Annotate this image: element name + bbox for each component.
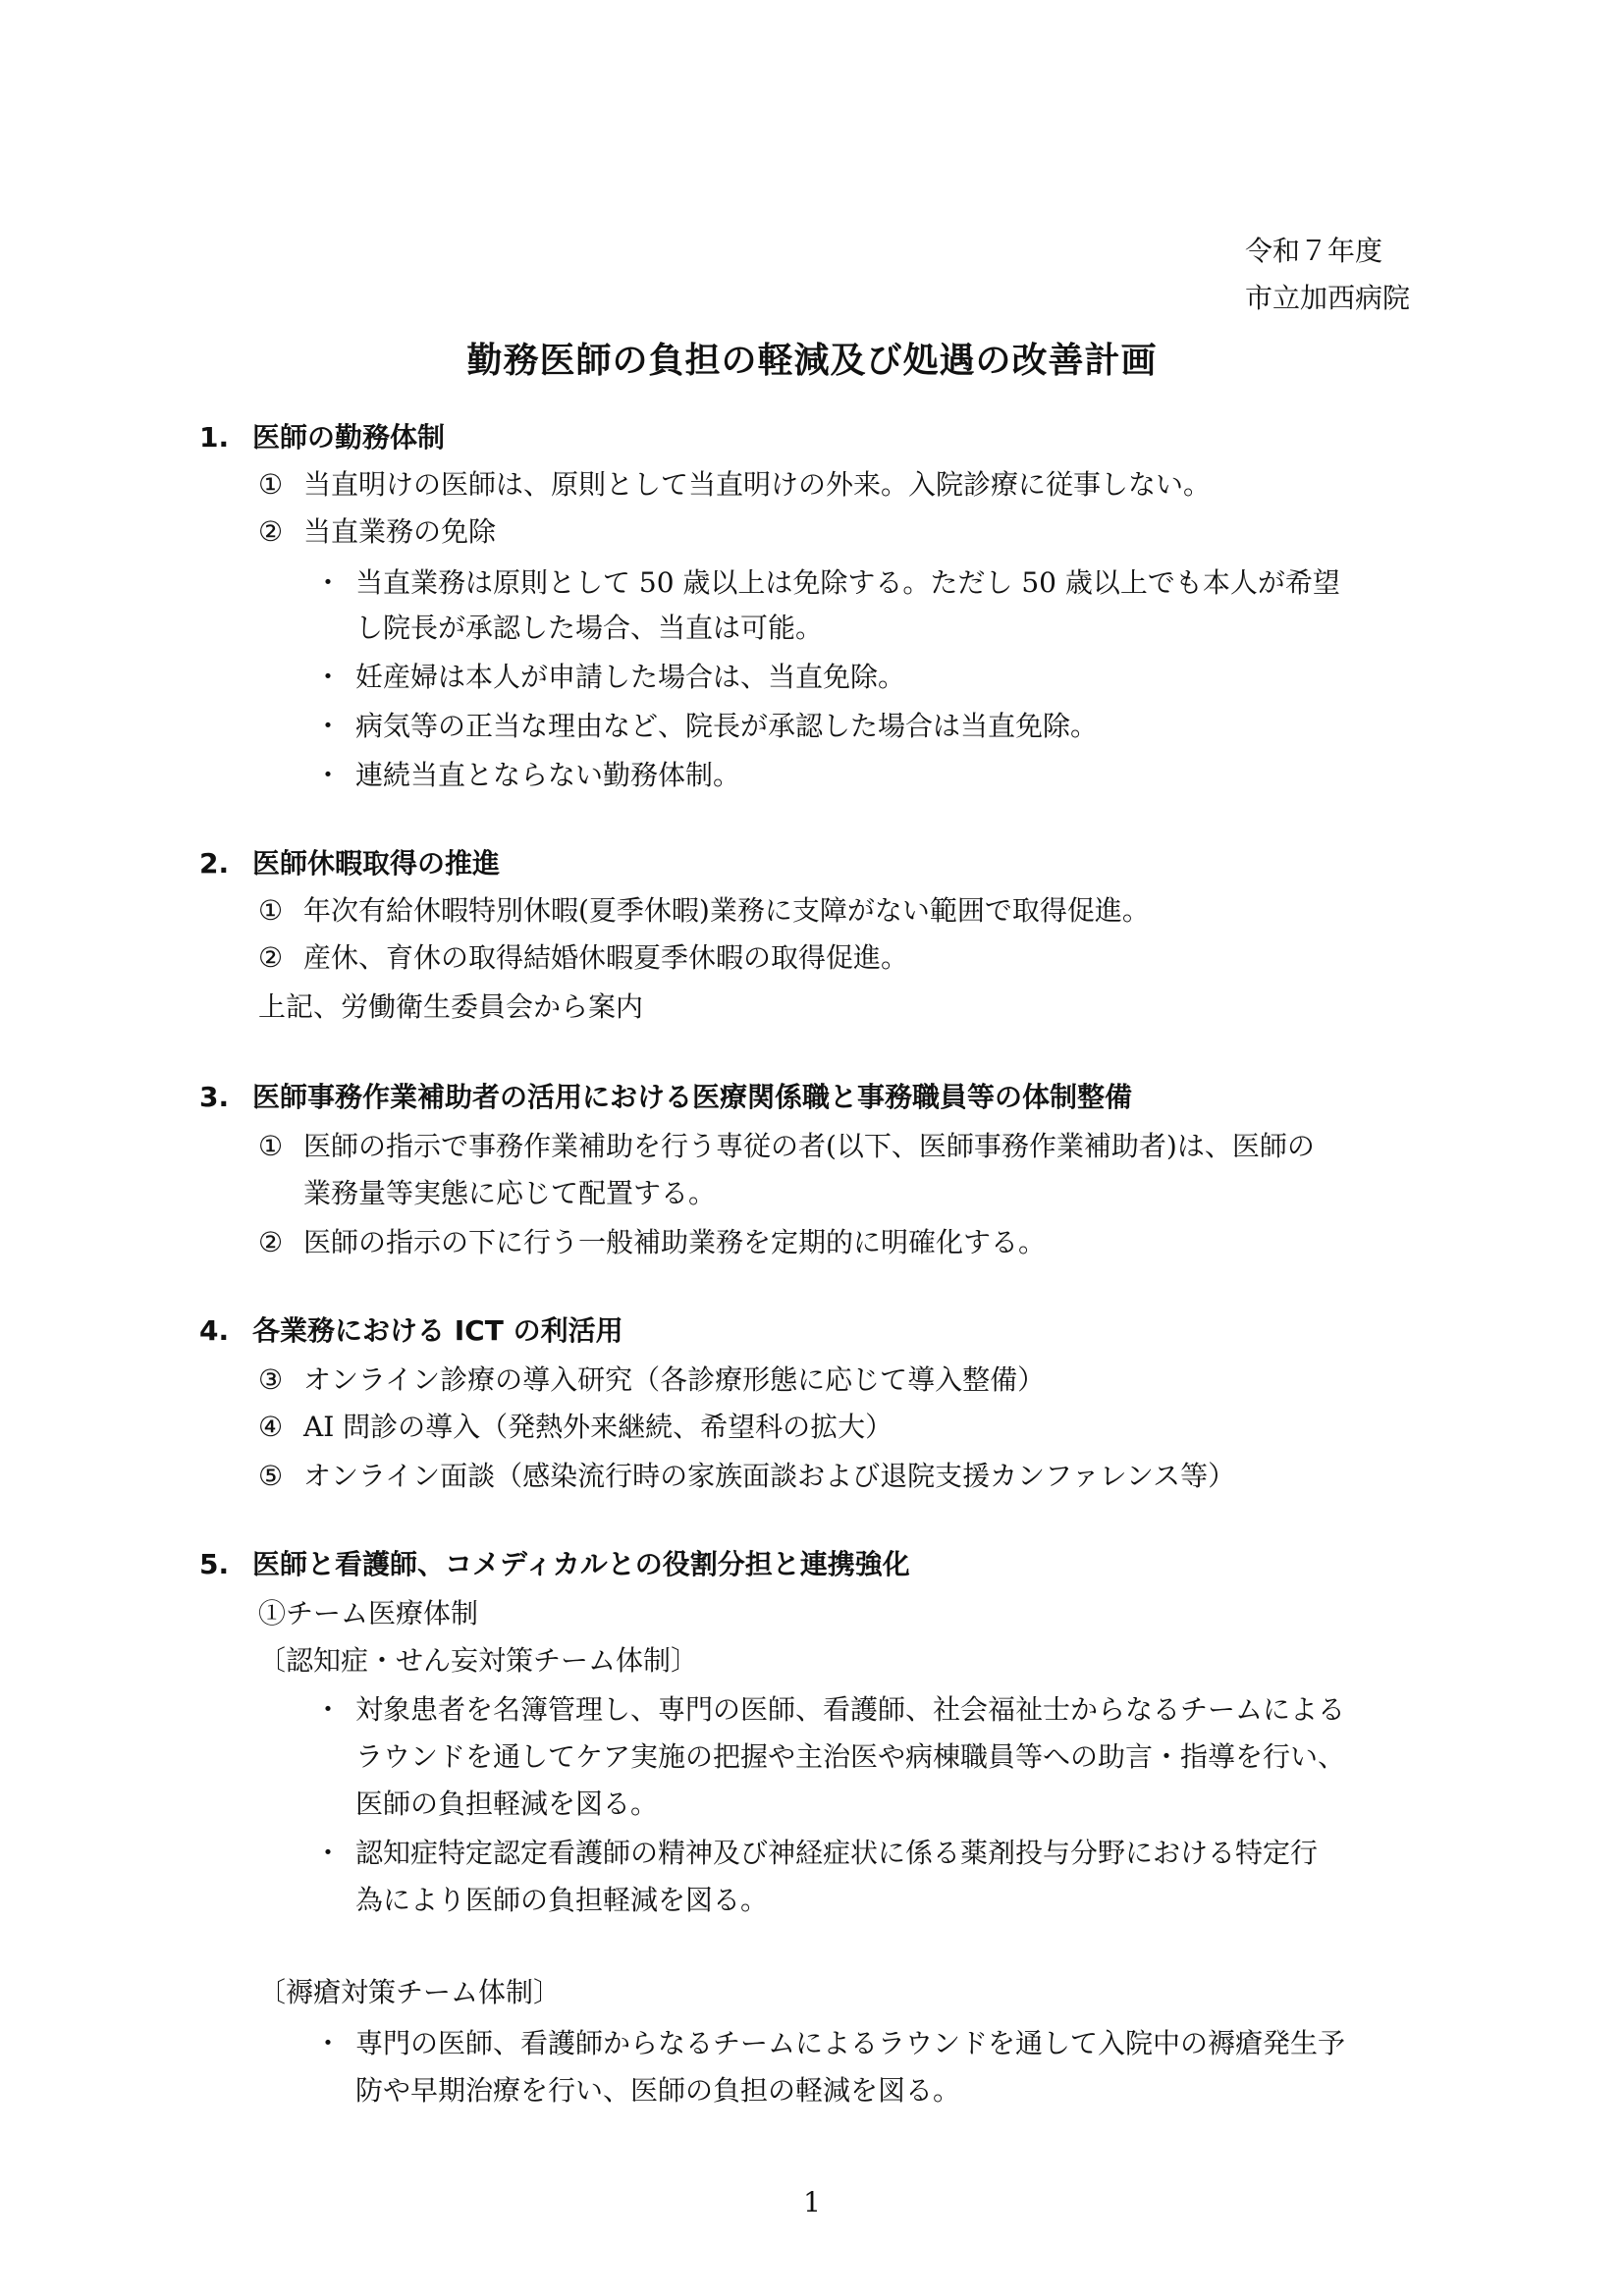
item-marker: ②	[258, 515, 284, 548]
list-item	[258, 1455, 1235, 1498]
bullet-item	[314, 1832, 1318, 1875]
item-text: 医師の指示で事務作業補助を行う専従の者(以下、医師事務作業補助者)は、医師の	[303, 1130, 1315, 1162]
section-title: 医師の勤務体制	[252, 421, 446, 454]
list-item	[258, 1221, 1046, 1264]
section-title: 各業務における ICT の利活用	[252, 1314, 623, 1347]
item-continuation: 業務量等実態に応じて配置する。	[303, 1177, 717, 1209]
bullet-continuation: 為により医師の負担軽減を図る。	[355, 1884, 769, 1916]
bullet-text: 認知症特定認定看護師の精神及び神経症状に係る薬剤投与分野における特定行	[355, 1837, 1319, 1869]
bullet-text: 病気等の正当な理由など、院長が承認した場合は当直免除。	[355, 710, 1099, 742]
item-text: 年次有給休暇特別休暇(夏季休暇)業務に支障がない範囲で取得促進。	[303, 894, 1150, 927]
page-number: 1	[803, 2186, 821, 2218]
bullet-item	[314, 2022, 1345, 2065]
document-title: 勤務医師の負担の軽減及び処遇の改善計画	[466, 341, 1158, 381]
section-title: 医師休暇取得の推進	[252, 847, 501, 880]
bullet-marker: ・	[314, 2027, 343, 2059]
bullet-marker: ・	[314, 710, 343, 742]
item-text: 医師の指示の下に行う一般補助業務を定期的に明確化する。	[303, 1226, 1047, 1258]
team-heading: 〔褥瘡対策チーム体制〕	[258, 1976, 562, 2008]
bullet-item	[314, 1688, 1345, 1732]
bullet-item	[314, 705, 1098, 748]
section-heading	[199, 1309, 623, 1353]
item-text: 産休、育休の取得結婚休暇夏季休暇の取得促進。	[303, 941, 909, 974]
bullet-item	[314, 754, 740, 797]
section-number: 2.	[199, 847, 230, 880]
section-heading	[199, 1543, 910, 1586]
bullet-continuation: し院長が承認した場合、当直は可能。	[355, 612, 824, 644]
bullet-marker: ・	[314, 566, 343, 599]
list-item	[258, 889, 1150, 933]
bullet-continuation: ラウンドを通してケア実施の把握や主治医や病棟職員等への助言・指導を行い、	[355, 1740, 1346, 1773]
bullet-item	[314, 656, 905, 699]
bullet-marker: ・	[314, 661, 343, 693]
list-item	[258, 1406, 893, 1449]
item-marker: ⑤	[258, 1460, 284, 1492]
item-marker: ①	[258, 1130, 284, 1162]
section-note: 上記、労働衛生委員会から案内	[258, 990, 644, 1023]
team-heading: 〔認知症・せん妄対策チーム体制〕	[258, 1644, 699, 1677]
list-item	[258, 463, 1211, 507]
list-item	[258, 510, 496, 554]
item-text: 当直業務の免除	[303, 515, 497, 548]
bullet-text: 妊産婦は本人が申請した場合は、当直免除。	[355, 661, 906, 693]
document-header	[1245, 228, 1490, 322]
bullet-marker: ・	[314, 1837, 343, 1869]
item-text: 当直明けの医師は、原則として当直明けの外来。入院診療に従事しない。	[303, 468, 1212, 501]
fiscal-year: 令和７年度	[1245, 235, 1383, 267]
item-marker: ④	[258, 1411, 284, 1443]
section-number: 4.	[199, 1314, 230, 1347]
section-title: 医師と看護師、コメディカルとの役割分担と連携強化	[252, 1548, 910, 1580]
section-heading	[199, 1076, 1132, 1119]
item-marker: ②	[258, 1226, 284, 1258]
section-heading	[199, 416, 445, 459]
item-text: オンライン診療の導入研究（各診療形態に応じて導入整備）	[303, 1363, 1046, 1396]
bullet-text: 当直業務は原則として 50 歳以上は免除する。ただし 50 歳以上でも本人が希望	[355, 566, 1340, 599]
item-marker: ③	[258, 1363, 284, 1396]
section-title: 医師事務作業補助者の活用における医療関係職と事務職員等の体制整備	[252, 1081, 1133, 1113]
bullet-text: 専門の医師、看護師からなるチームによるラウンドを通して入院中の褥瘡発生予	[355, 2027, 1346, 2059]
section-number: 3.	[199, 1081, 230, 1113]
item-marker: ①	[258, 468, 284, 501]
bullet-text: 対象患者を名簿管理し、専門の医師、看護師、社会福祉士からなるチームによる	[355, 1693, 1346, 1726]
item-text: AI 問診の導入（発熱外来継続、希望科の拡大）	[303, 1411, 893, 1443]
bullet-continuation: 医師の負担軽減を図る。	[355, 1788, 659, 1820]
bullet-item	[314, 561, 1340, 605]
subsection-title: ①チーム医療体制	[258, 1597, 479, 1629]
section-heading	[199, 842, 500, 885]
bullet-text: 連続当直とならない勤務体制。	[355, 759, 741, 791]
list-item	[258, 1359, 1045, 1402]
item-marker: ②	[258, 941, 284, 974]
list-item	[258, 936, 908, 980]
hospital-name: 市立加西病院	[1245, 282, 1411, 314]
bullet-continuation: 防や早期治療を行い、医師の負担の軽減を図る。	[355, 2074, 961, 2107]
section-number: 5.	[199, 1548, 230, 1580]
item-text: オンライン面談（感染流行時の家族面談および退院支援カンファレンス等）	[303, 1460, 1236, 1492]
item-marker: ①	[258, 894, 284, 927]
section-number: 1.	[199, 421, 230, 454]
bullet-marker: ・	[314, 759, 343, 791]
list-item	[258, 1125, 1315, 1168]
bullet-marker: ・	[314, 1693, 343, 1726]
